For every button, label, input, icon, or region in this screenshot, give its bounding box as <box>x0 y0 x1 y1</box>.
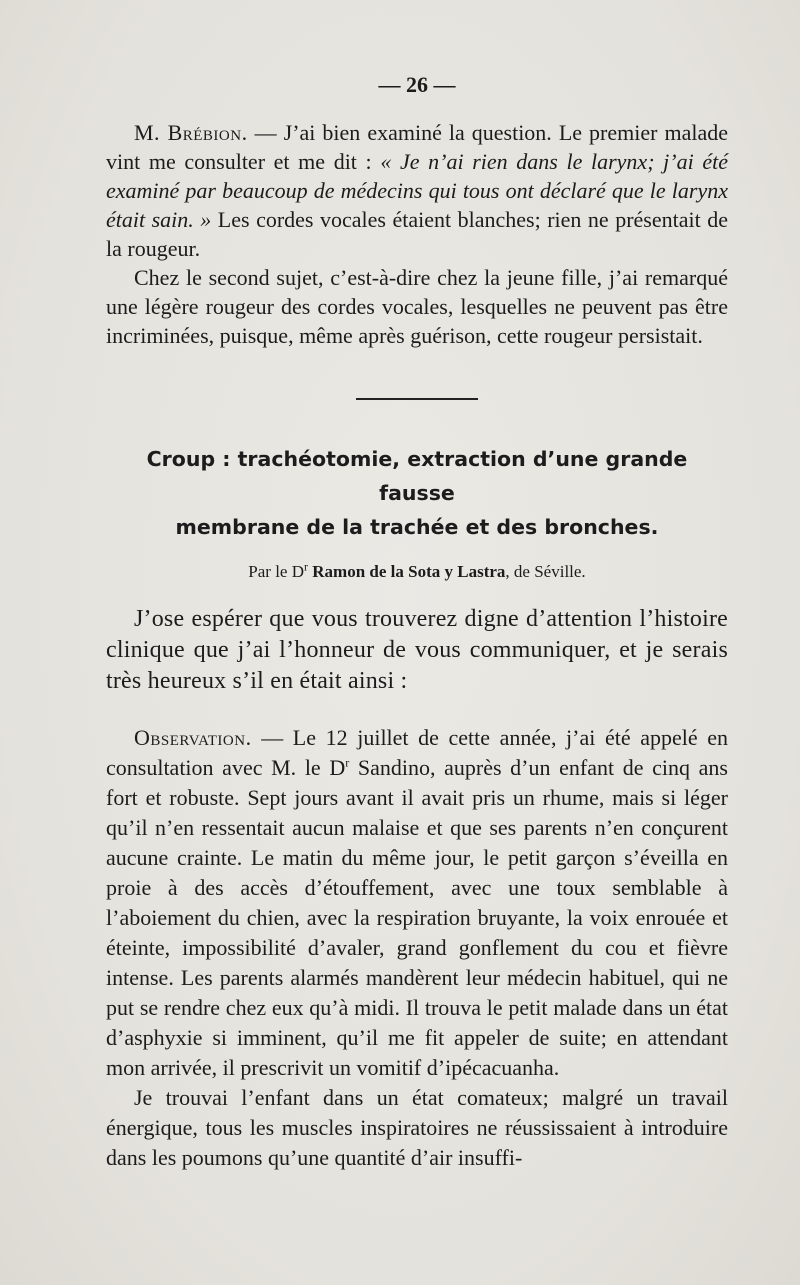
speaker-name: M. Brébion. <box>134 120 248 145</box>
observation-sup: r <box>345 755 350 770</box>
page-number: — 26 — <box>378 72 456 97</box>
section-divider <box>356 398 478 400</box>
observation-text-2: Sandino, auprès d’un enfant de cinq ans fort et robuste. Sept jours avant il avait pris un rhume, mais si léger qu’il n’en ressentait aucun malaise et que ses parents n’en conçurent aucune crainte. Le matin du même jour, le petit garçon s’éveilla en proie à des accès d’étouffement, avec une toux semblable à l’aboiement du chien, avec la respiration bruyante, la voix enrouée et éteinte, impossibilité d’avaler, grand gonflement du cou et fièvre intense. Les parents alarmés mandèrent leur médecin habituel, qui ne put se rendre chez eux qu’à midi. Il trouva le petit malade dans un état d’asphyxie si imminent, qu’il me fit appeler de suite; en attendant mon arrivée, il prescrivit un vomitif d’ipécacuanha. <box>106 755 728 1080</box>
author-name: Ramon de la Sota y Lastra <box>312 562 506 581</box>
article-title-line-2: membrane de la trachée et des bronches. <box>175 515 659 539</box>
author-prefix-sup: r <box>304 559 309 574</box>
dialogue-text-2: Les cordes vocales étaient blanches; rien ne présentait de la rougeur. <box>106 207 728 261</box>
final-paragraph: Je trouvai l’enfant dans un état comateux; malgré un travail énergique, tous les muscles inspiratoires ne réussissaient à introduire dans les poumons qu’une quantité d’air insuffi- <box>106 1085 728 1170</box>
observation-paragraph <box>106 723 728 1083</box>
intro-paragraph: J’ose espérer que vous trouverez digne d’attention l’histoire clinique que j’ai l’honneur de vous communiquer, et je serais très heureux s’il en était ainsi : <box>106 606 728 694</box>
article-byline <box>106 559 728 582</box>
brebion-paragraph <box>106 118 728 263</box>
author-place: , de Séville. <box>505 562 586 581</box>
patient-quote: « Je n’ai rien dans le larynx; j’ai été examiné par beaucoup de médecins qui tous ont déclaré que le larynx était sain. » <box>106 149 728 232</box>
page-content <box>106 72 728 1173</box>
second-subject-paragraph: Chez le second sujet, c’est-à-dire chez la jeune fille, j’ai remarqué une légère rougeur des cordes vocales, lesquelles ne peuvent pas être incriminées, puisque, même après guérison, cette rougeur persistait. <box>106 265 728 348</box>
article-title <box>106 442 728 544</box>
observation-label: Observation. <box>134 725 252 750</box>
observation-text-1: — Le 12 juillet de cette année, j’ai été appelé en consultation avec M. le D <box>106 725 728 780</box>
dialogue-text-1: — J’ai bien examiné la question. Le premier malade vint me consulter et me dit : <box>106 120 728 174</box>
author-prefix: Par le D <box>248 562 305 581</box>
article-title-line-1: Croup : trachéotomie, extraction d’une grande fausse <box>146 447 688 505</box>
